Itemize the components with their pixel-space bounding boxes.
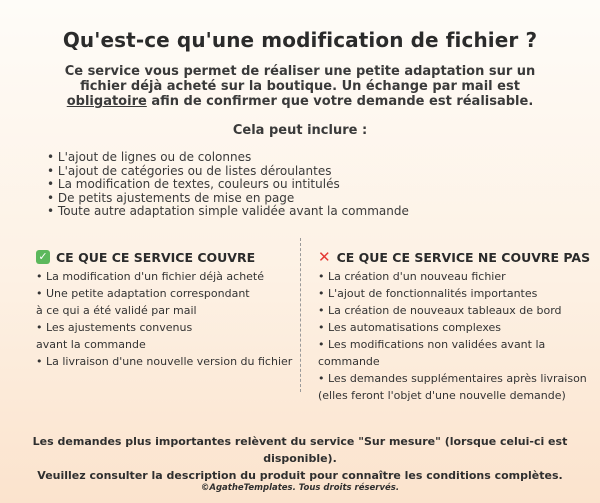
intro-text-part2: afin de confirmer que votre demande est réalisable. — [146, 94, 534, 109]
list-item: • L'ajout de lignes ou de colonnes — [47, 151, 409, 165]
footer-note — [20, 433, 580, 484]
covers-list — [36, 268, 298, 370]
list-item: • La création de nouveaux tableaux de bord — [318, 304, 562, 317]
list-item: • La livraison d'une nouvelle version du fichier — [36, 355, 293, 368]
not-covers-heading-row — [318, 248, 591, 266]
list-item: • Les demandes supplémentaires après livraison — [318, 372, 587, 385]
list-item: • Les ajustements convenus — [36, 321, 193, 334]
covers-heading: CE QUE CE SERVICE COUVRE — [56, 249, 256, 265]
column-divider — [300, 238, 301, 392]
page-title: Qu'est-ce qu'une modification de fichier ? — [62, 28, 538, 52]
list-item: • La création d'un nouveau fichier — [318, 270, 506, 283]
list-item: • Les automatisations complexes — [318, 321, 502, 334]
includes-list — [47, 151, 409, 219]
list-item: (elles feront l'objet d'une nouvelle demande) — [318, 389, 566, 402]
list-item: • Une petite adaptation correspondant — [36, 287, 250, 300]
not-covers-column — [318, 248, 591, 404]
copyright-text: ©AgatheTemplates. Tous droits réservés. — [200, 483, 400, 493]
intro-underlined-word: obligatoire — [66, 94, 147, 109]
list-item: • Toute autre adaptation simple validée avant la commande — [47, 205, 409, 219]
includes-heading: Cela peut inclure : — [232, 123, 368, 138]
covers-heading-row — [36, 248, 298, 266]
not-covers-list — [318, 268, 587, 404]
list-item: avant la commande — [36, 338, 146, 351]
not-covers-heading: CE QUE CE SERVICE NE COUVRE PAS — [336, 249, 591, 265]
list-item: • La modification de textes, couleurs ou intitulés — [47, 178, 409, 192]
list-item: • Les modifications non validées avant la — [318, 338, 546, 351]
footer-line: Veuillez consulter la description du produit pour connaître les conditions complètes. — [37, 469, 563, 482]
cross-mark-icon: ✕ — [318, 248, 331, 266]
list-item: • De petits ajustements de mise en page — [47, 192, 409, 206]
list-item: • La modification d'un fichier déjà acheté — [36, 270, 265, 283]
covers-column — [36, 248, 298, 370]
footer-line: Les demandes plus importantes relèvent du service "Sur mesure" (lorsque celui-ci est disponible). — [32, 435, 568, 465]
check-mark-icon: ✓ — [36, 250, 50, 264]
list-item: à ce qui a été validé par mail — [36, 304, 197, 317]
intro-paragraph — [40, 64, 560, 109]
intro-text-part1: Ce service vous permet de réaliser une petite adaptation sur un fichier déjà acheté sur la boutique. Un échange par mail est — [64, 64, 536, 94]
list-item: • L'ajout de fonctionnalités importantes — [318, 287, 538, 300]
list-item: commande — [318, 355, 380, 368]
list-item: • L'ajout de catégories ou de listes déroulantes — [47, 165, 409, 179]
